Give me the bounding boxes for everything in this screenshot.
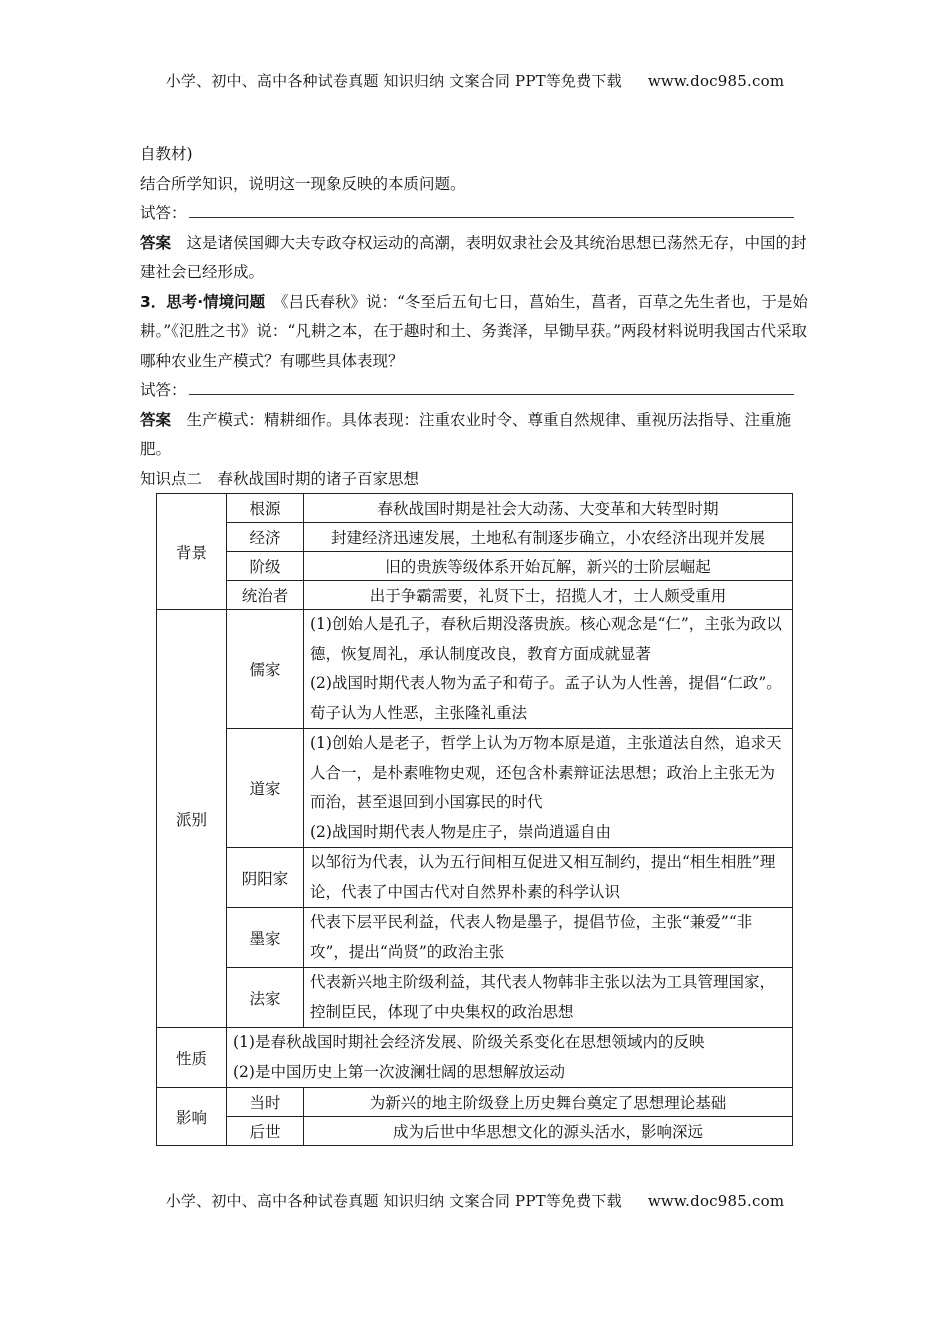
try-answer-1 (140, 199, 816, 229)
nature-label: 性质 (157, 1028, 227, 1088)
row-value: 成为后世中华思想文化的源头活水，影响深远 (304, 1117, 793, 1146)
q3-number: 3． (140, 292, 167, 311)
section-title: 知识点二 春秋战国时期的诸子百家思想 (140, 469, 420, 488)
question-line: 结合所学知识，说明这一现象反映的本质问题。 (140, 174, 466, 193)
answer-1-text: 这是诸侯国卿大夫专政夺权运动的高潮，表明奴隶社会及其统治思想已荡然无存，中国的封建社会已经形成。 (140, 233, 807, 281)
school-desc: 代表下层平民利益，代表人物是墨子，提倡节俭，主张“兼爱”“非攻”，提出“尚贤”的政治主张 (304, 908, 793, 968)
header-text: 小学、初中、高中各种试卷真题 知识归纳 文案合同 PPT等免费下载 (165, 72, 622, 90)
answer-1 (140, 229, 816, 288)
row-key: 当时 (227, 1088, 304, 1117)
school-name: 墨家 (227, 908, 304, 968)
row-key: 后世 (227, 1117, 304, 1146)
try-label: 试答： (140, 381, 187, 399)
answer-label: 答案 (140, 410, 172, 429)
school-name: 儒家 (227, 610, 304, 729)
table-row (157, 968, 793, 1028)
page-footer (0, 1190, 950, 1211)
school-desc: (1)创始人是孔子，春秋后期没落贵族。核心观念是“仁”，主张为政以德，恢复周礼，承认制度改良，教育方面成就显著 (2)战国时期代表人物为孟子和荀子。孟子认为人性善，提倡“仁政”。荀子认为人性恶，主张隆礼重法 (304, 610, 793, 729)
nature-desc: (1)是春秋战国时期社会经济发展、阶级关系变化在思想领域内的反映 (2)是中国历史上第一次波澜壮阔的思想解放运动 (227, 1028, 793, 1088)
row-value: 出于争霸需要，礼贤下士，招揽人才，士人颇受重用 (304, 581, 793, 610)
table-row (157, 581, 793, 610)
try-label: 试答： (140, 204, 187, 222)
try-answer-2 (140, 376, 816, 406)
table-row (157, 523, 793, 552)
school-desc: (1)创始人是老子，哲学上认为万物本原是道，主张道法自然，追求天人合一，是朴素唯物史观，还包含朴素辩证法思想；政治上主张无为而治，甚至退回到小国寡民的时代 (2)战国时期代表人物是庄子，崇尚逍遥自由 (304, 729, 793, 848)
row-value: 封建经济迅速发展，土地私有制逐步确立，小农经济出现并发展 (304, 523, 793, 552)
row-value: 春秋战国时期是社会大动荡、大变革和大转型时期 (304, 494, 793, 523)
answer-label: 答案 (140, 233, 172, 252)
answer-2-text: 生产模式：精耕细作。具体表现：注重农业时令、尊重自然规律、重视历法指导、注重施肥。 (140, 410, 792, 458)
school-desc: 代表新兴地主阶级利益，其代表人物韩非主张以法为工具管理国家，控制臣民，体现了中央集权的政治思想 (304, 968, 793, 1028)
table-row (157, 729, 793, 848)
body-line-1: 自教材) (140, 145, 193, 163)
page-header (0, 70, 950, 91)
row-key: 阶级 (227, 552, 304, 581)
row-value: 为新兴的地主阶级登上历史舞台奠定了思想理论基础 (304, 1088, 793, 1117)
table-row (157, 1028, 793, 1088)
row-key: 经济 (227, 523, 304, 552)
footer-text: 小学、初中、高中各种试卷真题 知识归纳 文案合同 PPT等免费下载 (165, 1192, 622, 1210)
table-row (157, 494, 793, 523)
header-url[interactable]: www.doc985.com (647, 72, 785, 90)
answer-blank-2[interactable] (189, 376, 794, 395)
bg-label: 背景 (157, 494, 227, 610)
school-name: 道家 (227, 729, 304, 848)
schools-label: 派别 (157, 610, 227, 1028)
school-name: 阴阳家 (227, 848, 304, 908)
footer-url[interactable]: www.doc985.com (647, 1192, 785, 1210)
school-name: 法家 (227, 968, 304, 1028)
knowledge-table (156, 493, 793, 1146)
row-value: 旧的贵族等级体系开始瓦解，新兴的士阶层崛起 (304, 552, 793, 581)
table-row (157, 908, 793, 968)
table-row (157, 1088, 793, 1117)
impact-label: 影响 (157, 1088, 227, 1146)
table-row (157, 610, 793, 729)
answer-2 (140, 406, 816, 465)
answer-blank-1[interactable] (189, 199, 794, 218)
school-desc: 以邹衍为代表，认为五行间相互促进又相互制约，提出“相生相胜”理论，代表了中国古代对自然界朴素的科学认识 (304, 848, 793, 908)
table-row (157, 848, 793, 908)
q3-tag: 思考·情境问题 (166, 292, 266, 311)
row-key: 统治者 (227, 581, 304, 610)
row-key: 根源 (227, 494, 304, 523)
q3-text: 《吕氏春秋》说：“冬至后五旬七日，菖始生，菖者，百草之先生者也，于是始耕。”《氾胜之书》说：“凡耕之本，在于趣时和土、务粪泽，早锄早获。”两段材料说明我国古代采取哪种农业生产模式？有哪些具体表现？ (140, 292, 808, 370)
question-3 (140, 288, 816, 377)
table-row (157, 1117, 793, 1146)
table-row (157, 552, 793, 581)
body-content (140, 140, 816, 494)
